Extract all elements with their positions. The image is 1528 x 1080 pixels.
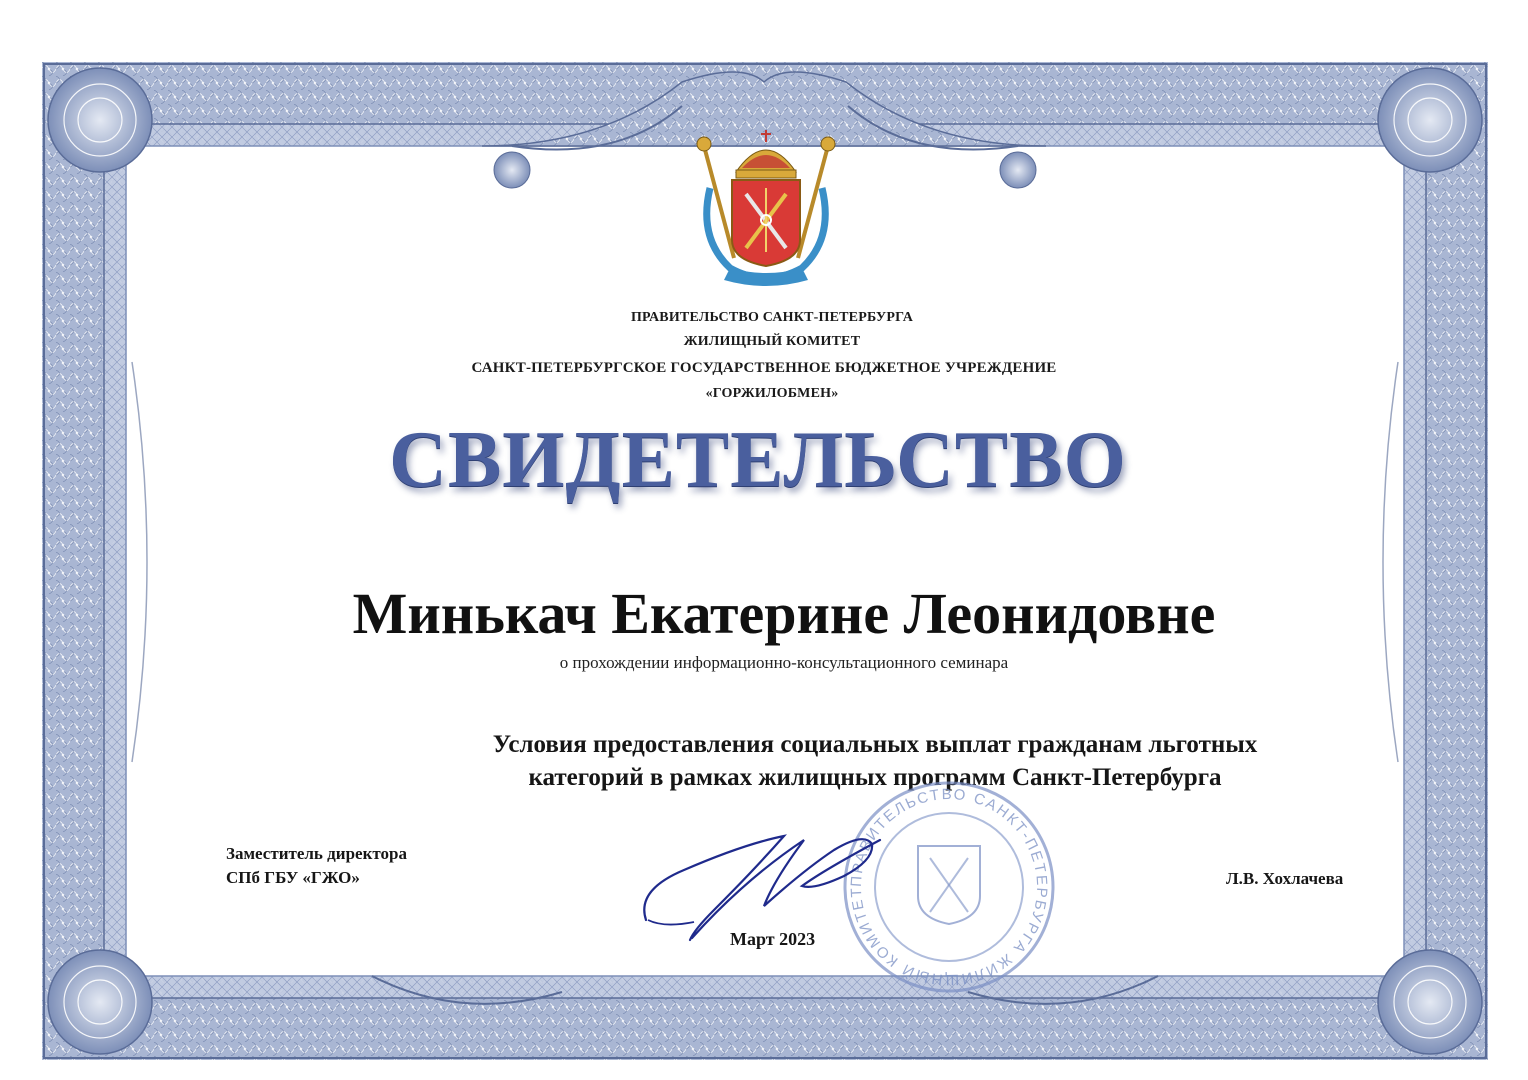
org-government: ПРАВИТЕЛЬСТВО САНКТ-ПЕТЕРБУРГА — [630, 310, 914, 325]
org-housing-committee: ЖИЛИЩНЫЙ КОМИТЕТ — [683, 334, 861, 349]
issue-date: Март 2023 — [730, 929, 816, 949]
org-gorzhilobmen: «ГОРЖИЛОБМЕН» — [705, 386, 839, 401]
signatory-position — [226, 842, 407, 890]
signatory-name: Л.В. Хохлачева — [1226, 869, 1344, 888]
signatory-position-line1: Заместитель директора — [226, 844, 407, 863]
signatory-position-line2: СПб ГБУ «ГЖО» — [226, 868, 360, 887]
certificate-subtitle: о прохождении информационно-консультационного семинара — [559, 653, 1009, 672]
svg-text:ПРАВИТЕЛЬСТВО САНКТ-ПЕТЕРБУРГА: ПРАВИТЕЛЬСТВО САНКТ-ПЕТЕРБУРГА ЖИЛИЩНЫЙ КОМИТЕТ — [847, 785, 1051, 989]
saint-petersburg-coat-of-arms-icon — [690, 128, 842, 286]
recipient-name: Минькач Екатерине Леонидовне — [352, 581, 1216, 646]
course-title-line1: Условия предоставления социальных выплат гражданам льготных — [492, 731, 1258, 758]
org-institution: САНКТ-ПЕТЕРБУРГСКОЕ ГОСУДАРСТВЕННОЕ БЮДЖЕТНОЕ УЧРЕЖДЕНИЕ — [471, 360, 1057, 376]
course-title-line2: категорий в рамках жилищных программ Санкт-Петербурга — [528, 764, 1222, 791]
certificate-title: СВИДЕТЕЛЬСТВО — [389, 416, 1127, 504]
